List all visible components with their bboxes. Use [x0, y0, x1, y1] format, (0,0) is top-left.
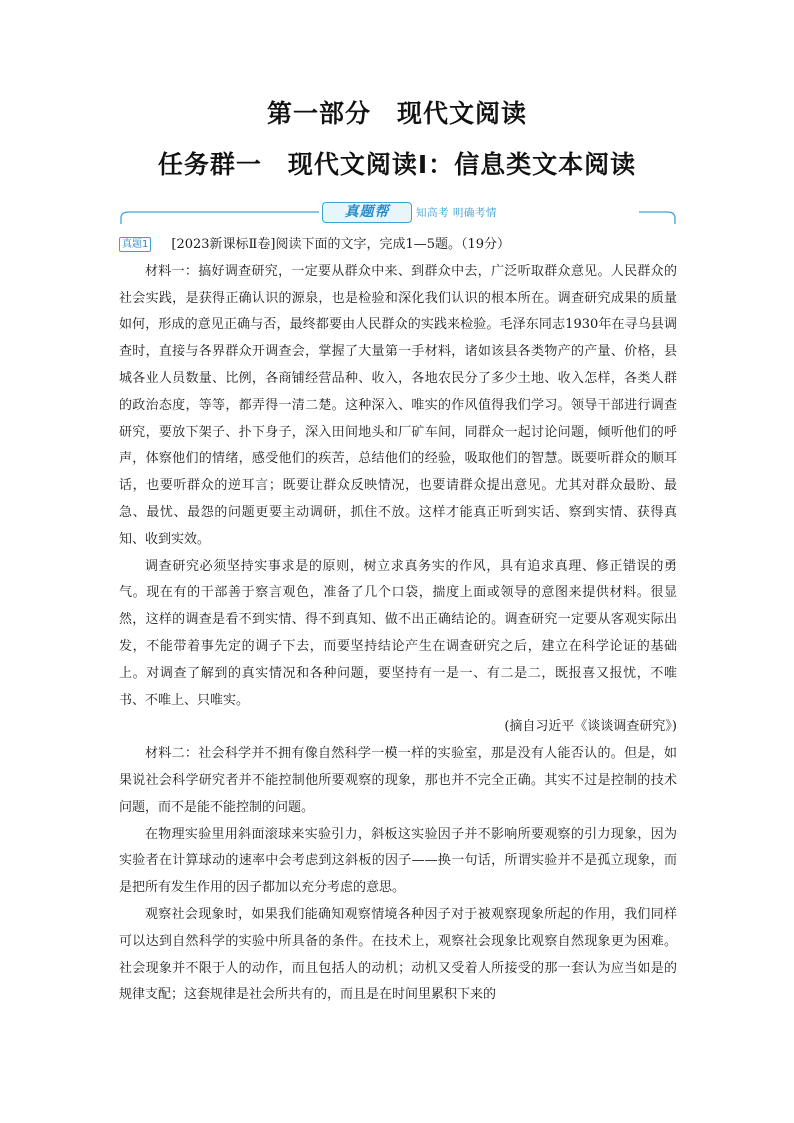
material-two-paragraph-2: 在物理实验里用斜面滚球来实验引力，斜板这实验因子并不影响所要观察的引力现象，因为实验者在计算球动的速率中会考虑到这斜板的因子——换一句话，所谓实验并不是孤立现象，而是把所有发生作用的因子都加以充分考虑的意思。: [119, 826, 677, 896]
task-group-title: 任务群一 现代文阅读Ⅰ：信息类文本阅读: [157, 150, 637, 179]
question-line: [119, 232, 677, 259]
zhenti-banner: [119, 200, 677, 226]
zhenti-badge: 真题帮: [322, 202, 412, 223]
material-one-paragraph-2: 调查研究必须坚持实事求是的原则，树立求真务实的作风，具有追求真理、修正错误的勇气。现在有的干部善于察言观色，准备了几个口袋，揣度上面或领导的意图来提供材料。很显然，这样的调查是看不到实情、得不到真知、做不出正确结论的。调查研究一定要从客观实际出发，不能带着事先定的调子下去，而要坚持结论产生在调查研究之后，建立在科学论证的基础上。对调查了解到的真实情况和各种问题，要坚持有一是一、有二是二，既报喜又报忧，不唯书、不唯上、只唯实。: [119, 558, 677, 708]
material-two-paragraph-1: 材料二：社会科学并不拥有像自然科学一模一样的实验室，那是没有人能否认的。但是，如果说社会科学研究者并不能控制他所要观察的现象，那也并不完全正确。其实不过是控制的技术问题，而不是能不能控制的问题。: [119, 746, 677, 815]
question-tag: 真题1: [119, 237, 151, 252]
source-citation: (摘自习近平《谈谈调查研究》): [504, 719, 677, 735]
material-one-paragraph-1: 材料一：搞好调查研究，一定要从群众中来、到群众中去，广泛听取群众意见。人民群众的社会实践，是获得正确认识的源泉，也是检验和深化我们认识的根本所在。调查研究成果的质量如何，形成的意见正确与否，最终都要由人民群众的实践来检验。毛泽东同志1930年在寻乌县调查时，直接与各界群众开调查会，掌握了大量第一手材料，诸如该县各类物产的产量、价格，县城各业人员数量、比例，各商铺经营品种、收入，各地农民分了多少土地、收入怎样，各类人群的政治态度，等等，都弄得一清二楚。这种深入、唯实的作风值得我们学习。领导干部进行调查研究，要放下架子、扑下身子，深入田间地头和厂矿车间，同群众一起讨论问题，倾听他们的呼声，体察他们的情绪，感受他们的疾苦，总结他们的经验，吸取他们的智慧。既要听群众的顺耳话，也要听群众的逆耳言；既要让群众反映情况，也要请群众提出意见。尤其对群众最盼、最急、最忧、最怨的问题更要主动调研，抓住不放。这样才能真正听到实话、察到实情、获得真知、收到实效。: [119, 263, 677, 547]
question-prompt: [2023新课标Ⅱ卷]阅读下面的文字，完成1—5题。（19分）: [171, 237, 511, 252]
banner-subtitle: 知高考 明确考情: [416, 207, 497, 219]
reading-content: [119, 232, 677, 1009]
part-title: 第一部分 现代文阅读: [266, 99, 527, 128]
material-two-paragraph-3: 观察社会现象时，如果我们能确知观察情境各种因子对于被观察现象所起的作用，我们同样可以达到自然科学的实验中所具备的条件。在技术上，观察社会现象比观察自然现象更为困难。社会现象并不限于人的动作，而且包括人的动机；动机又受着人所接受的那一套认为应当如是的规律支配；这套规律是社会所共有的，而且是在时间里累积下来的: [119, 906, 677, 1003]
